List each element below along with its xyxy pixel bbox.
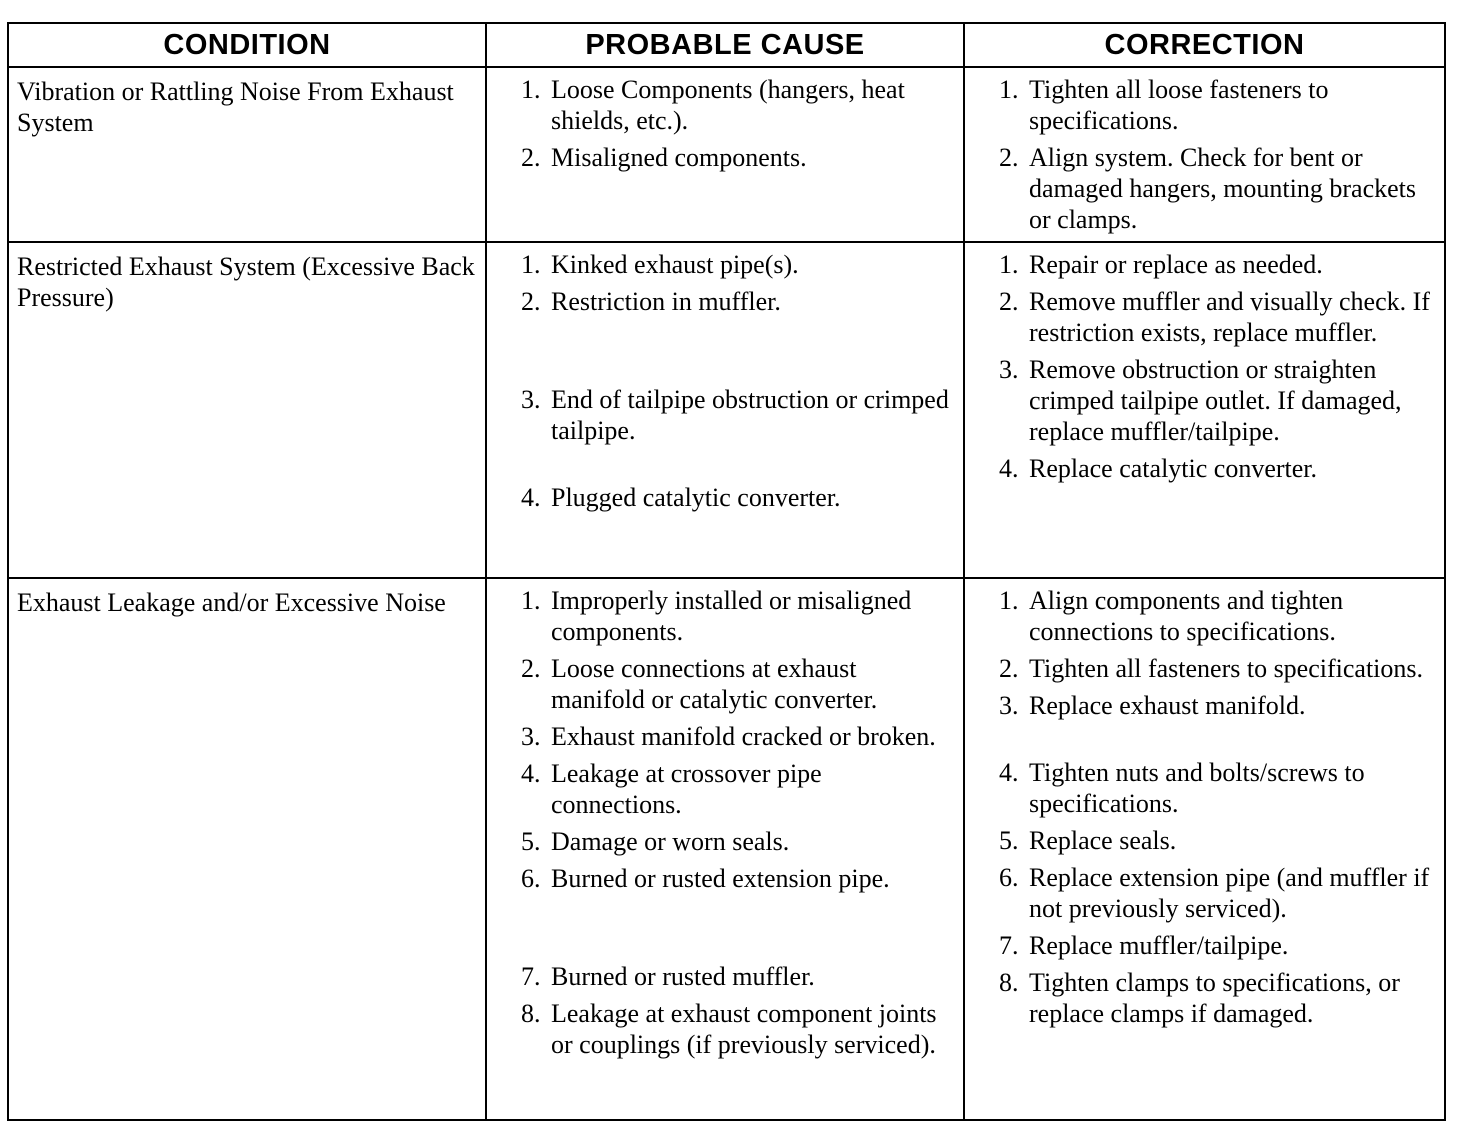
item-text: Tighten clamps to specifications, or replace clamps if damaged. xyxy=(1029,968,1400,1028)
list-item xyxy=(487,758,955,820)
item-number: 2. xyxy=(999,654,1019,683)
condition-cell xyxy=(8,578,486,1120)
condition-text: Exhaust Leakage and/or Excessive Noise xyxy=(17,588,446,617)
item-number: 8. xyxy=(999,968,1019,997)
list-item xyxy=(487,249,955,280)
list-item xyxy=(965,690,1436,721)
list-item xyxy=(487,826,955,857)
item-text: Replace exhaust manifold. xyxy=(1029,691,1306,720)
item-text: Replace seals. xyxy=(1029,826,1177,855)
item-text: Tighten all fasteners to specifications. xyxy=(1029,654,1424,683)
troubleshooting-table xyxy=(7,22,1446,1121)
cause-list xyxy=(487,579,963,1060)
item-number: 1. xyxy=(999,586,1019,615)
list-item xyxy=(965,967,1436,1029)
item-text: Loose connections at exhaust manifold or catalytic converter. xyxy=(551,654,878,714)
item-number: 1. xyxy=(521,75,541,104)
list-item xyxy=(487,653,955,715)
item-number: 7. xyxy=(521,962,541,991)
list-item xyxy=(487,863,955,894)
item-number: 5. xyxy=(999,826,1019,855)
item-number: 1. xyxy=(521,250,541,279)
condition-header: CONDITION xyxy=(8,23,486,67)
list-item xyxy=(965,453,1436,484)
item-text: Kinked exhaust pipe(s). xyxy=(551,250,799,279)
condition-text: Restricted Exhaust System (Excessive Back Pressure) xyxy=(17,252,475,312)
condition-cell xyxy=(8,242,486,578)
correction-list xyxy=(965,68,1444,235)
table-row xyxy=(8,67,1445,242)
cause-list xyxy=(487,68,963,173)
list-item xyxy=(487,721,955,752)
item-number: 8. xyxy=(521,999,541,1028)
item-text: Loose Components (hangers, heat shields, etc.). xyxy=(551,75,905,135)
item-number: 1. xyxy=(999,250,1019,279)
item-number: 6. xyxy=(999,863,1019,892)
item-text: Leakage at crossover pipe connections. xyxy=(551,759,822,819)
item-number: 6. xyxy=(521,864,541,893)
item-text: Improperly installed or misaligned components. xyxy=(551,586,912,646)
item-number: 3. xyxy=(999,691,1019,720)
item-text: Repair or replace as needed. xyxy=(1029,250,1323,279)
item-number: 4. xyxy=(999,758,1019,787)
item-number: 4. xyxy=(521,759,541,788)
correction-cell xyxy=(964,67,1445,242)
condition-text: Vibration or Rattling Noise From Exhaust System xyxy=(17,77,454,137)
item-text: Align system. Check for bent or damaged hangers, mounting brackets or clamps. xyxy=(1029,143,1416,234)
item-number: 4. xyxy=(999,454,1019,483)
item-number: 1. xyxy=(521,586,541,615)
list-item xyxy=(487,142,955,173)
item-text: Restriction in muffler. xyxy=(551,287,781,316)
item-text: Remove obstruction or straighten crimped tailpipe outlet. If damaged, replace muffler/tailpipe. xyxy=(1029,355,1402,446)
item-text: Replace extension pipe (and muffler if not previously serviced). xyxy=(1029,863,1430,923)
list-item xyxy=(965,74,1436,136)
item-text: Replace muffler/tailpipe. xyxy=(1029,931,1289,960)
list-item xyxy=(487,482,955,513)
list-item xyxy=(487,286,955,317)
item-text: Leakage at exhaust component joints or couplings (if previously serviced). xyxy=(551,999,937,1059)
item-number: 2. xyxy=(521,287,541,316)
list-item xyxy=(965,249,1436,280)
list-item xyxy=(487,384,955,446)
item-number: 3. xyxy=(999,355,1019,384)
item-text: Tighten all loose fasteners to specifications. xyxy=(1029,75,1329,135)
item-text: Exhaust manifold cracked or broken. xyxy=(551,722,936,751)
list-item xyxy=(965,142,1436,235)
cause-cell xyxy=(486,67,964,242)
list-item xyxy=(487,961,955,992)
cause-list xyxy=(487,243,963,513)
item-text: Tighten nuts and bolts/screws to specifications. xyxy=(1029,758,1365,818)
list-item xyxy=(487,585,955,647)
item-number: 5. xyxy=(521,827,541,856)
probable-cause-header: PROBABLE CAUSE xyxy=(486,23,964,67)
list-item xyxy=(965,862,1436,924)
item-text: Plugged catalytic converter. xyxy=(551,483,841,512)
correction-cell xyxy=(964,242,1445,578)
item-number: 2. xyxy=(521,143,541,172)
item-number: 3. xyxy=(521,385,541,414)
correction-list xyxy=(965,579,1444,1029)
list-item xyxy=(965,354,1436,447)
item-text: Misaligned components. xyxy=(551,143,807,172)
table-row xyxy=(8,242,1445,578)
header-row xyxy=(8,23,1445,67)
item-number: 7. xyxy=(999,931,1019,960)
correction-header: CORRECTION xyxy=(964,23,1445,67)
list-item xyxy=(487,74,955,136)
item-number: 1. xyxy=(999,75,1019,104)
item-number: 3. xyxy=(521,722,541,751)
list-item xyxy=(965,286,1436,348)
item-number: 2. xyxy=(999,143,1019,172)
list-item xyxy=(487,998,955,1060)
item-text: Burned or rusted muffler. xyxy=(551,962,815,991)
item-text: Remove muffler and visually check. If restriction exists, replace muffler. xyxy=(1029,287,1430,347)
condition-cell xyxy=(8,67,486,242)
list-item xyxy=(965,585,1436,647)
item-number: 4. xyxy=(521,483,541,512)
item-text: Align components and tighten connections to specifications. xyxy=(1029,586,1344,646)
cause-cell xyxy=(486,578,964,1120)
table-row xyxy=(8,578,1445,1120)
correction-list xyxy=(965,243,1444,484)
item-text: Damage or worn seals. xyxy=(551,827,790,856)
list-item xyxy=(965,825,1436,856)
list-item xyxy=(965,930,1436,961)
item-number: 2. xyxy=(999,287,1019,316)
cause-cell xyxy=(486,242,964,578)
item-text: Replace catalytic converter. xyxy=(1029,454,1318,483)
list-item xyxy=(965,653,1436,684)
correction-cell xyxy=(964,578,1445,1120)
item-text: Burned or rusted extension pipe. xyxy=(551,864,890,893)
list-item xyxy=(965,757,1436,819)
item-number: 2. xyxy=(521,654,541,683)
item-text: End of tailpipe obstruction or crimped tailpipe. xyxy=(551,385,949,445)
